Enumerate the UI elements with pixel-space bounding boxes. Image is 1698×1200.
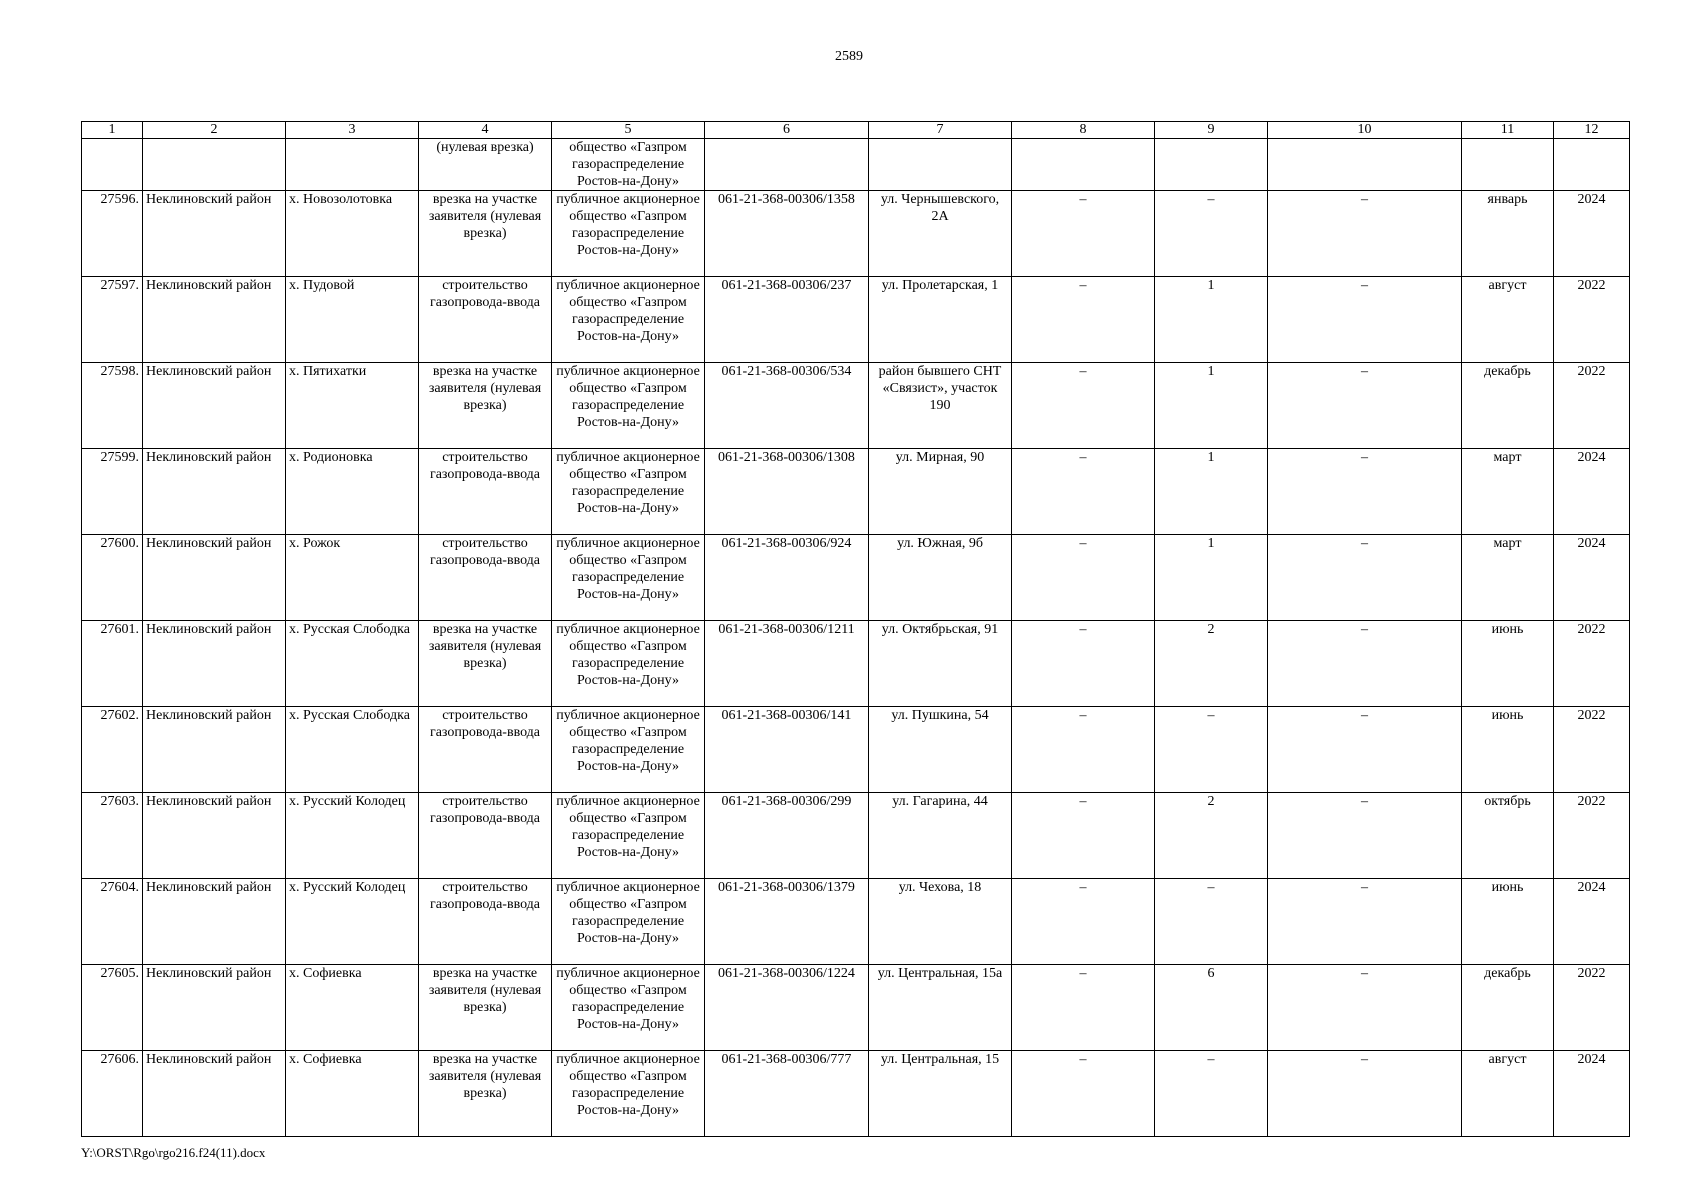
row-number-cell: 27598. <box>82 363 143 449</box>
col10-cell: – <box>1268 191 1462 277</box>
work-type-cell: врезка на участке заявителя (нулевая врезка) <box>419 191 552 277</box>
column-number-1: 1 <box>82 122 143 139</box>
table-row <box>82 707 1630 793</box>
district-cell: Неклиновский район <box>143 793 286 879</box>
cell-col2 <box>143 139 286 191</box>
col10-cell: – <box>1268 277 1462 363</box>
col10-cell: – <box>1268 1051 1462 1137</box>
year-cell: 2022 <box>1554 707 1630 793</box>
col9-cell: 1 <box>1155 535 1268 621</box>
cell-col5: общество «Газпром газораспределение Ростов-на-Дону» <box>552 139 705 191</box>
col9-cell: – <box>1155 1051 1268 1137</box>
table-row <box>82 535 1630 621</box>
code-cell: 061-21-368-00306/141 <box>705 707 869 793</box>
address-cell: ул. Мирная, 90 <box>869 449 1012 535</box>
col8-cell: – <box>1012 793 1155 879</box>
cell-col10 <box>1268 139 1462 191</box>
organization-cell: публичное акционерное общество «Газпром газораспределение Ростов-на-Дону» <box>552 621 705 707</box>
table-row <box>82 277 1630 363</box>
month-cell: июнь <box>1462 879 1554 965</box>
month-cell: январь <box>1462 191 1554 277</box>
district-cell: Неклиновский район <box>143 191 286 277</box>
district-cell: Неклиновский район <box>143 621 286 707</box>
work-type-cell: строительство газопровода-ввода <box>419 707 552 793</box>
district-cell: Неклиновский район <box>143 879 286 965</box>
col8-cell: – <box>1012 277 1155 363</box>
column-number-5: 5 <box>552 122 705 139</box>
col10-cell: – <box>1268 363 1462 449</box>
code-cell: 061-21-368-00306/1211 <box>705 621 869 707</box>
column-number-4: 4 <box>419 122 552 139</box>
column-number-12: 12 <box>1554 122 1630 139</box>
row-number-cell: 27597. <box>82 277 143 363</box>
col8-cell: – <box>1012 879 1155 965</box>
code-cell: 061-21-368-00306/534 <box>705 363 869 449</box>
month-cell: июнь <box>1462 621 1554 707</box>
code-cell: 061-21-368-00306/777 <box>705 1051 869 1137</box>
year-cell: 2024 <box>1554 191 1630 277</box>
locality-cell: х. Родионовка <box>286 449 419 535</box>
district-cell: Неклиновский район <box>143 363 286 449</box>
column-number-2: 2 <box>143 122 286 139</box>
work-type-cell: врезка на участке заявителя (нулевая врезка) <box>419 965 552 1051</box>
year-cell: 2024 <box>1554 449 1630 535</box>
table-row <box>82 879 1630 965</box>
code-cell: 061-21-368-00306/1224 <box>705 965 869 1051</box>
year-cell: 2022 <box>1554 793 1630 879</box>
col10-cell: – <box>1268 879 1462 965</box>
code-cell: 061-21-368-00306/1358 <box>705 191 869 277</box>
organization-cell: публичное акционерное общество «Газпром газораспределение Ростов-на-Дону» <box>552 793 705 879</box>
col10-cell: – <box>1268 535 1462 621</box>
address-cell: ул. Октябрьская, 91 <box>869 621 1012 707</box>
organization-cell: публичное акционерное общество «Газпром газораспределение Ростов-на-Дону» <box>552 535 705 621</box>
cell-col1 <box>82 139 143 191</box>
table-row <box>82 965 1630 1051</box>
work-type-cell: врезка на участке заявителя (нулевая врезка) <box>419 621 552 707</box>
year-cell: 2024 <box>1554 879 1630 965</box>
row-number-cell: 27603. <box>82 793 143 879</box>
col9-cell: – <box>1155 191 1268 277</box>
year-cell: 2022 <box>1554 277 1630 363</box>
year-cell: 2022 <box>1554 363 1630 449</box>
locality-cell: х. Русская Слободка <box>286 621 419 707</box>
code-cell: 061-21-368-00306/299 <box>705 793 869 879</box>
district-cell: Неклиновский район <box>143 277 286 363</box>
organization-cell: публичное акционерное общество «Газпром газораспределение Ростов-на-Дону» <box>552 191 705 277</box>
column-number-6: 6 <box>705 122 869 139</box>
year-cell: 2024 <box>1554 1051 1630 1137</box>
address-cell: ул. Чехова, 18 <box>869 879 1012 965</box>
column-number-row <box>82 122 1630 139</box>
column-number-11: 11 <box>1462 122 1554 139</box>
month-cell: март <box>1462 449 1554 535</box>
address-cell: ул. Гагарина, 44 <box>869 793 1012 879</box>
locality-cell: х. Русская Слободка <box>286 707 419 793</box>
row-number-cell: 27605. <box>82 965 143 1051</box>
code-cell: 061-21-368-00306/924 <box>705 535 869 621</box>
address-cell: ул. Центральная, 15а <box>869 965 1012 1051</box>
table-row <box>82 1051 1630 1137</box>
work-type-cell: строительство газопровода-ввода <box>419 277 552 363</box>
table-row <box>82 363 1630 449</box>
address-cell: ул. Пролетарская, 1 <box>869 277 1012 363</box>
col10-cell: – <box>1268 449 1462 535</box>
cell-col8 <box>1012 139 1155 191</box>
locality-cell: х. Русский Колодец <box>286 793 419 879</box>
cell-col3 <box>286 139 419 191</box>
table-row <box>82 191 1630 277</box>
table-row <box>82 621 1630 707</box>
col10-cell: – <box>1268 621 1462 707</box>
district-cell: Неклиновский район <box>143 1051 286 1137</box>
row-number-cell: 27601. <box>82 621 143 707</box>
work-type-cell: строительство газопровода-ввода <box>419 449 552 535</box>
district-cell: Неклиновский район <box>143 449 286 535</box>
locality-cell: х. Пятихатки <box>286 363 419 449</box>
column-number-9: 9 <box>1155 122 1268 139</box>
table-row <box>82 449 1630 535</box>
col9-cell: 1 <box>1155 449 1268 535</box>
cell-col4: (нулевая врезка) <box>419 139 552 191</box>
row-number-cell: 27604. <box>82 879 143 965</box>
col8-cell: – <box>1012 363 1155 449</box>
month-cell: июнь <box>1462 707 1554 793</box>
address-cell: район бывшего СНТ «Связист», участок 190 <box>869 363 1012 449</box>
row-number-cell: 27602. <box>82 707 143 793</box>
month-cell: декабрь <box>1462 965 1554 1051</box>
col8-cell: – <box>1012 191 1155 277</box>
row-number-cell: 27600. <box>82 535 143 621</box>
col8-cell: – <box>1012 621 1155 707</box>
row-number-cell: 27596. <box>82 191 143 277</box>
locality-cell: х. Пудовой <box>286 277 419 363</box>
locality-cell: х. Новозолотовка <box>286 191 419 277</box>
month-cell: август <box>1462 1051 1554 1137</box>
work-type-cell: строительство газопровода-ввода <box>419 793 552 879</box>
column-number-8: 8 <box>1012 122 1155 139</box>
col8-cell: – <box>1012 1051 1155 1137</box>
data-table <box>81 121 1630 1137</box>
organization-cell: публичное акционерное общество «Газпром газораспределение Ростов-на-Дону» <box>552 449 705 535</box>
col10-cell: – <box>1268 793 1462 879</box>
cell-col6 <box>705 139 869 191</box>
work-type-cell: врезка на участке заявителя (нулевая врезка) <box>419 363 552 449</box>
col9-cell: – <box>1155 707 1268 793</box>
work-type-cell: строительство газопровода-ввода <box>419 535 552 621</box>
col8-cell: – <box>1012 707 1155 793</box>
month-cell: октябрь <box>1462 793 1554 879</box>
code-cell: 061-21-368-00306/237 <box>705 277 869 363</box>
address-cell: ул. Пушкина, 54 <box>869 707 1012 793</box>
locality-cell: х. Софиевка <box>286 1051 419 1137</box>
year-cell: 2022 <box>1554 621 1630 707</box>
table-body <box>82 139 1630 1137</box>
organization-cell: публичное акционерное общество «Газпром газораспределение Ростов-на-Дону» <box>552 363 705 449</box>
file-path-footer: Y:\ORST\Rgo\rgo216.f24(11).docx <box>81 1145 266 1160</box>
organization-cell: публичное акционерное общество «Газпром газораспределение Ростов-на-Дону» <box>552 965 705 1051</box>
row-number-cell: 27606. <box>82 1051 143 1137</box>
cell-col9 <box>1155 139 1268 191</box>
district-cell: Неклиновский район <box>143 535 286 621</box>
district-cell: Неклиновский район <box>143 965 286 1051</box>
work-type-cell: строительство газопровода-ввода <box>419 879 552 965</box>
col9-cell: 6 <box>1155 965 1268 1051</box>
address-cell: ул. Южная, 9б <box>869 535 1012 621</box>
data-table-container <box>81 121 1629 1137</box>
col9-cell: 2 <box>1155 793 1268 879</box>
col8-cell: – <box>1012 449 1155 535</box>
column-number-7: 7 <box>869 122 1012 139</box>
col9-cell: – <box>1155 879 1268 965</box>
column-number-3: 3 <box>286 122 419 139</box>
cell-col11 <box>1462 139 1554 191</box>
locality-cell: х. Софиевка <box>286 965 419 1051</box>
locality-cell: х. Рожок <box>286 535 419 621</box>
organization-cell: публичное акционерное общество «Газпром газораспределение Ростов-на-Дону» <box>552 879 705 965</box>
year-cell: 2022 <box>1554 965 1630 1051</box>
work-type-cell: врезка на участке заявителя (нулевая врезка) <box>419 1051 552 1137</box>
organization-cell: публичное акционерное общество «Газпром газораспределение Ростов-на-Дону» <box>552 1051 705 1137</box>
code-cell: 061-21-368-00306/1379 <box>705 879 869 965</box>
page-number: 2589 <box>835 49 863 64</box>
col8-cell: – <box>1012 965 1155 1051</box>
address-cell: ул. Чернышевского, 2А <box>869 191 1012 277</box>
month-cell: август <box>1462 277 1554 363</box>
col8-cell: – <box>1012 535 1155 621</box>
month-cell: декабрь <box>1462 363 1554 449</box>
district-cell: Неклиновский район <box>143 707 286 793</box>
locality-cell: х. Русский Колодец <box>286 879 419 965</box>
table-row <box>82 793 1630 879</box>
col10-cell: – <box>1268 707 1462 793</box>
col10-cell: – <box>1268 965 1462 1051</box>
organization-cell: публичное акционерное общество «Газпром газораспределение Ростов-на-Дону» <box>552 707 705 793</box>
organization-cell: публичное акционерное общество «Газпром газораспределение Ростов-на-Дону» <box>552 277 705 363</box>
code-cell: 061-21-368-00306/1308 <box>705 449 869 535</box>
col9-cell: 2 <box>1155 621 1268 707</box>
col9-cell: 1 <box>1155 363 1268 449</box>
row-number-cell: 27599. <box>82 449 143 535</box>
month-cell: март <box>1462 535 1554 621</box>
continuation-row <box>82 139 1630 191</box>
column-number-10: 10 <box>1268 122 1462 139</box>
cell-col12 <box>1554 139 1630 191</box>
year-cell: 2024 <box>1554 535 1630 621</box>
cell-col7 <box>869 139 1012 191</box>
col9-cell: 1 <box>1155 277 1268 363</box>
address-cell: ул. Центральная, 15 <box>869 1051 1012 1137</box>
